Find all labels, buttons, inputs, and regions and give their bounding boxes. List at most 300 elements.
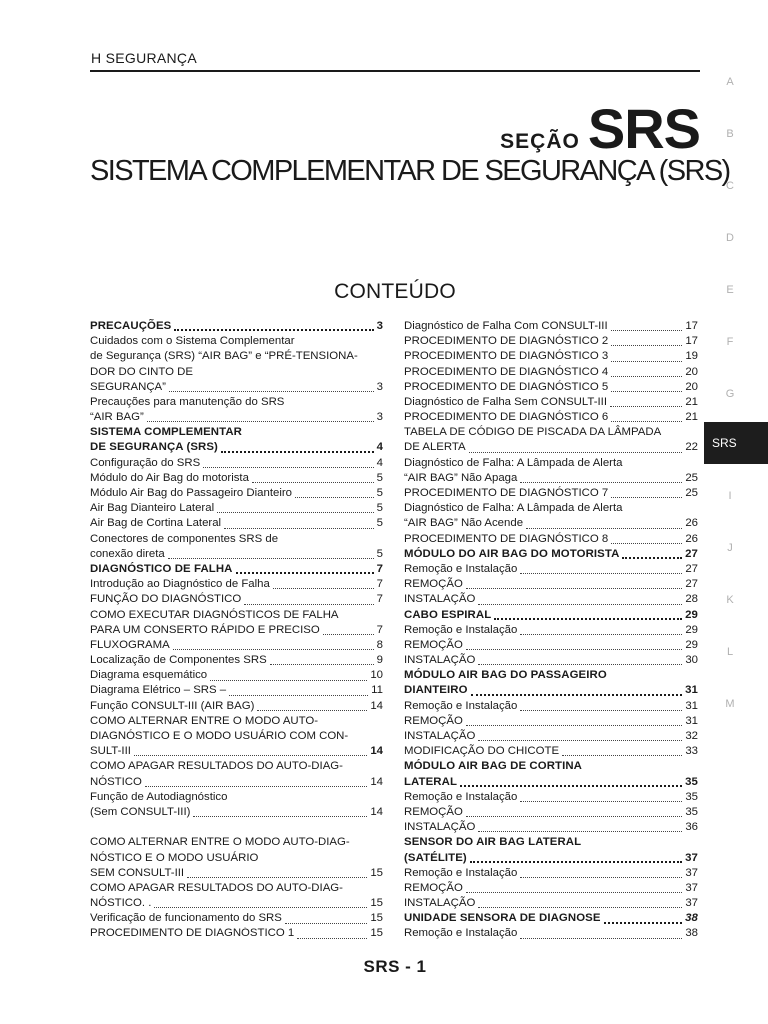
toc-entry-title: INSTALAÇÃO <box>404 897 476 910</box>
toc-entry-page: 31 <box>685 684 698 697</box>
toc-entry[interactable] <box>90 532 383 547</box>
toc-entry[interactable] <box>404 623 698 638</box>
toc-entry-page: 14 <box>370 745 383 758</box>
toc-entry[interactable] <box>404 699 698 714</box>
toc-entry[interactable] <box>90 927 383 942</box>
toc-entry[interactable] <box>404 395 698 410</box>
section-index-letter-m[interactable]: M <box>725 698 735 710</box>
toc-entry-page: 29 <box>685 623 698 636</box>
toc-entry-title: Diagnóstico de Falha Sem CONSULT-III <box>404 395 608 408</box>
toc-entry[interactable] <box>404 319 698 334</box>
toc-entry[interactable] <box>90 851 383 866</box>
toc-entry-title: SEGURANÇA” <box>90 380 166 393</box>
toc-entry-page: 37 <box>685 851 698 864</box>
toc-entry-title: NÓSTICO E O MODO USUÁRIO <box>90 851 259 864</box>
toc-entry-page: 17 <box>685 319 698 332</box>
toc-entry-title: “AIR BAG” Não Apaga <box>404 471 518 484</box>
toc-entry-page: 11 <box>371 684 383 697</box>
toc-leader-dots <box>193 816 367 817</box>
toc-leader-dots <box>252 482 374 483</box>
toc-entry[interactable] <box>404 501 698 516</box>
toc-leader-dots <box>520 938 682 939</box>
toc-entry[interactable] <box>404 684 698 699</box>
toc-entry-page: 29 <box>685 608 698 621</box>
toc-entry[interactable] <box>404 441 698 456</box>
toc-leader-dots <box>478 604 682 605</box>
toc-entry[interactable] <box>90 835 383 850</box>
toc-entry-title: SULT-III <box>90 745 131 758</box>
toc-entry-title: DIANTEIRO <box>404 684 468 697</box>
toc-entry-page: 3 <box>376 319 383 332</box>
toc-entry-title: DOR DO CINTO DE <box>90 365 193 378</box>
toc-entry-title: Remoção e Instalação <box>404 623 518 636</box>
toc-leader-dots <box>295 497 374 498</box>
toc-entry-page: 10 <box>370 669 383 682</box>
section-index-letter-a[interactable]: A <box>726 76 734 88</box>
toc-entry-page: 33 <box>685 745 698 758</box>
toc-leader-dots <box>217 512 374 513</box>
toc-entry[interactable] <box>90 471 383 486</box>
toc-leader-dots <box>604 922 683 924</box>
toc-entry-page: 14 <box>370 699 383 712</box>
toc-entry-page: 7 <box>376 593 383 606</box>
toc-leader-dots <box>169 391 374 392</box>
toc-leader-dots <box>285 923 367 924</box>
toc-entry-page: 14 <box>370 805 383 818</box>
toc-entry-title: DE ALERTA <box>404 441 466 454</box>
toc-entry-page: 37 <box>685 881 698 894</box>
toc-leader-dots <box>257 710 367 711</box>
section-index-active-tab[interactable]: SRS <box>704 422 768 464</box>
toc-entry-title: NÓSTICO <box>90 775 142 788</box>
toc-leader-dots <box>273 588 374 589</box>
toc-leader-dots <box>460 785 682 787</box>
toc-left-column <box>90 319 383 942</box>
toc-entry[interactable] <box>90 744 383 759</box>
toc-entry[interactable] <box>404 820 698 835</box>
page-title: SISTEMA COMPLEMENTAR DE SEGURANÇA (SRS) <box>90 155 730 187</box>
toc-entry-page: 14 <box>370 775 383 788</box>
toc-entry[interactable] <box>404 380 698 395</box>
toc-entry[interactable] <box>404 577 698 592</box>
toc-leader-dots <box>134 755 367 756</box>
toc-entry-title: Diagnóstico de Falha Com CONSULT-III <box>404 319 608 332</box>
toc-entry-page: 9 <box>376 654 383 667</box>
toc-entry[interactable] <box>404 805 698 820</box>
toc-entry-title: PROCEDIMENTO DE DIAGNÓSTICO 4 <box>404 365 609 378</box>
toc-entry-title: Remoção e Instalação <box>404 699 518 712</box>
toc-entry-page: 38 <box>685 912 698 925</box>
section-title <box>500 99 700 159</box>
toc-entry[interactable] <box>404 911 698 926</box>
toc-leader-dots <box>224 528 374 529</box>
toc-entry-page: 35 <box>685 805 698 818</box>
toc-entry-title: COMO ALTERNAR ENTRE O MODO AUTO- <box>90 714 319 727</box>
page-number: SRS - 1 <box>363 957 427 976</box>
toc-entry[interactable] <box>404 608 698 623</box>
toc-entry-page: 32 <box>685 730 698 743</box>
toc-entry-title: PROCEDIMENTO DE DIAGNÓSTICO 7 <box>404 487 609 500</box>
toc-entry[interactable] <box>404 486 698 501</box>
toc-entry[interactable] <box>90 425 383 440</box>
toc-entry-title: REMOÇÃO <box>404 714 463 727</box>
toc-entry-page: 7 <box>376 623 383 636</box>
toc-entry[interactable] <box>90 395 383 410</box>
toc-entry-page: 38 <box>685 927 698 940</box>
toc-entry-page: 35 <box>685 775 698 788</box>
toc-entry-page: 30 <box>685 654 698 667</box>
toc-entry-page: 15 <box>370 927 383 940</box>
toc-entry[interactable] <box>404 896 698 911</box>
toc-leader-dots <box>145 786 367 787</box>
toc-entry-title: COMO ALTERNAR ENTRE O MODO AUTO-DIAG- <box>90 836 350 849</box>
toc-leader-dots <box>611 421 682 422</box>
toc-leader-dots <box>520 573 682 574</box>
toc-entry-title: PROCEDIMENTO DE DIAGNÓSTICO 5 <box>404 380 609 393</box>
toc-leader-dots <box>526 528 682 529</box>
toc-leader-dots <box>478 831 682 832</box>
section-index-letter-c[interactable]: C <box>726 180 734 192</box>
toc-entry-title: Remoção e Instalação <box>404 927 518 940</box>
toc-entry-page: 25 <box>685 471 698 484</box>
toc-entry[interactable] <box>404 638 698 653</box>
toc-entry-page: 27 <box>685 547 698 560</box>
toc-entry[interactable] <box>90 349 383 364</box>
toc-entry-title: PROCEDIMENTO DE DIAGNÓSTICO 3 <box>404 350 609 363</box>
toc-entry[interactable] <box>90 775 383 790</box>
section-index-letter-k[interactable]: K <box>726 594 734 606</box>
toc-leader-dots <box>611 376 682 377</box>
toc-entry[interactable] <box>90 592 383 607</box>
toc-entry[interactable] <box>90 547 383 562</box>
toc-entry-title: “AIR BAG” Não Acende <box>404 517 524 530</box>
toc-entry-page: 28 <box>685 593 698 606</box>
toc-entry-title: Configuração do SRS <box>90 456 201 469</box>
toc-entry[interactable] <box>90 729 383 744</box>
toc-entry-title: Módulo do Air Bag do motorista <box>90 471 249 484</box>
section-index-letter-i[interactable]: I <box>728 490 732 502</box>
toc-entry-title: FLUXOGRAMA <box>90 638 170 651</box>
secao-code: SRS <box>587 97 700 160</box>
section-index-letter-e[interactable]: E <box>726 284 734 296</box>
toc-leader-dots <box>210 680 367 681</box>
toc-entry-title: Cuidados com o Sistema Complementar <box>90 335 295 348</box>
toc-entry-page: 26 <box>685 532 698 545</box>
toc-entry[interactable] <box>404 927 698 942</box>
toc-entry[interactable] <box>404 714 698 729</box>
toc-entry-title: MODIFICAÇÃO DO CHICOTE <box>404 745 560 758</box>
toc-entry[interactable] <box>90 668 383 683</box>
section-index-letter-b[interactable]: B <box>726 128 734 140</box>
toc-entry[interactable] <box>90 896 383 911</box>
toc-leader-dots <box>469 452 683 453</box>
toc-entry[interactable] <box>90 790 383 805</box>
toc-entry-title: PROCEDIMENTO DE DIAGNÓSTICO 8 <box>404 532 609 545</box>
section-index-letter-f[interactable]: F <box>726 336 734 348</box>
toc-leader-dots <box>466 588 682 589</box>
toc-entry-page: 17 <box>685 335 698 348</box>
toc-entry-page: 19 <box>685 350 698 363</box>
toc-entry-page: 37 <box>685 897 698 910</box>
secao-word: SEÇÃO <box>500 130 580 153</box>
toc-entry-page: 21 <box>685 411 698 424</box>
toc-entry[interactable] <box>404 653 698 668</box>
toc-entry-title: PROCEDIMENTO DE DIAGNÓSTICO 6 <box>404 411 609 424</box>
toc-entry-title: Remoção e Instalação <box>404 866 518 879</box>
toc-leader-dots <box>478 907 682 908</box>
section-index-letter-l[interactable]: L <box>726 646 734 658</box>
toc-entry-page: 37 <box>685 866 698 879</box>
toc-leader-dots <box>466 892 682 893</box>
toc-entry[interactable] <box>90 562 383 577</box>
toc-leader-dots <box>297 938 367 939</box>
toc-entry-page: 3 <box>376 411 383 424</box>
toc-leader-dots <box>611 361 682 362</box>
toc-entry[interactable] <box>90 365 383 380</box>
toc-entry-page: 29 <box>685 638 698 651</box>
toc-leader-dots <box>187 877 367 878</box>
toc-entry[interactable] <box>90 380 383 395</box>
toc-entry-title: de Segurança (SRS) “AIR BAG” e “PRÉ-TENSIONA- <box>90 350 358 363</box>
toc-entry-title: SENSOR DO AIR BAG LATERAL <box>404 836 582 849</box>
toc-entry[interactable] <box>90 334 383 349</box>
toc-entry[interactable] <box>90 319 383 334</box>
toc-leader-dots <box>173 649 374 650</box>
toc-entry[interactable] <box>404 365 698 380</box>
toc-entry-page: 20 <box>685 380 698 393</box>
toc-entry-title: LATERAL <box>404 775 458 788</box>
toc-entry-page: 4 <box>376 441 383 454</box>
toc-entry-page: 7 <box>376 562 383 575</box>
toc-entry[interactable] <box>90 501 383 516</box>
toc-leader-dots <box>466 816 682 817</box>
contents-heading: CONTEÚDO <box>334 280 456 303</box>
toc-entry-page: 22 <box>685 441 698 454</box>
toc-entry[interactable] <box>404 456 698 471</box>
toc-entry[interactable] <box>404 790 698 805</box>
toc-entry-page: 3 <box>376 380 383 393</box>
toc-leader-dots <box>520 877 682 878</box>
toc-leader-dots <box>478 664 682 665</box>
toc-entry-page: 8 <box>376 638 383 651</box>
toc-entry[interactable] <box>404 881 698 896</box>
toc-entry-page: 31 <box>685 699 698 712</box>
toc-entry-title: INSTALAÇÃO <box>404 593 476 606</box>
toc-entry-page: 31 <box>685 714 698 727</box>
toc-entry-page: 5 <box>376 471 383 484</box>
toc-leader-dots <box>466 649 682 650</box>
toc-entry-title: Air Bag de Cortina Lateral <box>90 517 222 530</box>
toc-leader-dots <box>520 634 682 635</box>
toc-leader-dots <box>611 497 682 498</box>
toc-leader-dots <box>244 604 373 605</box>
toc-entry-title: Diagrama esquemático <box>90 669 208 682</box>
toc-entry-title: COMO EXECUTAR DIAGNÓSTICOS DE FALHA <box>90 608 339 621</box>
toc-entry-page: 7 <box>376 578 383 591</box>
toc-leader-dots <box>147 421 374 422</box>
toc-entry-title: INSTALAÇÃO <box>404 730 476 743</box>
toc-entry-page: 5 <box>376 487 383 500</box>
toc-entry-title: COMO APAGAR RESULTADOS DO AUTO-DIAG- <box>90 760 343 773</box>
toc-entry[interactable] <box>404 668 698 683</box>
toc-entry[interactable] <box>90 456 383 471</box>
toc-entry[interactable] <box>90 881 383 896</box>
toc-entry-title: INSTALAÇÃO <box>404 821 476 834</box>
toc-entry-title: Air Bag Dianteiro Lateral <box>90 502 215 515</box>
toc-entry-page: 27 <box>685 562 698 575</box>
toc-entry-title: TABELA DE CÓDIGO DE PISCADA DA LÂMPADA <box>404 426 662 439</box>
toc-entry-page: 15 <box>370 912 383 925</box>
toc-entry-title: REMOÇÃO <box>404 805 463 818</box>
section-index-letter-g[interactable]: G <box>725 388 735 400</box>
toc-entry-title: conexão direta <box>90 547 165 560</box>
toc-entry-title: UNIDADE SENSORA DE DIAGNOSE <box>404 912 601 925</box>
toc-leader-dots <box>520 482 682 483</box>
toc-entry[interactable] <box>404 744 698 759</box>
toc-leader-dots <box>611 345 682 346</box>
toc-leader-dots <box>520 710 682 711</box>
toc-entry[interactable] <box>404 851 698 866</box>
toc-entry[interactable] <box>404 866 698 881</box>
toc-leader-dots <box>562 755 682 756</box>
toc-entry[interactable] <box>90 699 383 714</box>
toc-entry[interactable] <box>404 759 698 774</box>
toc-entry[interactable] <box>404 532 698 547</box>
toc-entry-title: Introdução ao Diagnóstico de Falha <box>90 578 270 591</box>
toc-entry-title: Diagnóstico de Falha: A Lâmpada de Alerta <box>404 456 623 469</box>
toc-entry-title: Função CONSULT-III (AIR BAG) <box>90 699 255 712</box>
toc-entry-page: 35 <box>685 790 698 803</box>
toc-entry-title: NÓSTICO. . <box>90 897 152 910</box>
toc-entry-page: 36 <box>685 821 698 834</box>
toc-entry[interactable] <box>90 911 383 926</box>
toc-entry-title: Módulo Air Bag do Passageiro Dianteiro <box>90 487 292 500</box>
toc-entry-page: 4 <box>376 456 383 469</box>
toc-entry[interactable] <box>404 425 698 440</box>
toc-entry-title: DE SEGURANÇA (SRS) <box>90 441 218 454</box>
toc-leader-dots <box>323 634 374 635</box>
header-section-label: H SEGURANÇA <box>91 50 197 66</box>
toc-entry-title: FUNÇÃO DO DIAGNÓSTICO <box>90 593 242 606</box>
toc-entry[interactable] <box>404 592 698 607</box>
toc-entry-title: REMOÇÃO <box>404 638 463 651</box>
section-index-letter-d[interactable]: D <box>726 232 734 244</box>
toc-entry[interactable] <box>90 866 383 881</box>
toc-entry[interactable] <box>90 714 383 729</box>
toc-entry-title: Localização de Componentes SRS <box>90 654 267 667</box>
toc-entry-title: PRECAUÇÕES <box>90 319 172 332</box>
section-index-sidebar <box>702 0 768 760</box>
toc-leader-dots <box>611 391 682 392</box>
toc-entry[interactable] <box>404 471 698 486</box>
toc-entry-title: REMOÇÃO <box>404 881 463 894</box>
toc-spacer <box>90 820 383 835</box>
toc-entry-page: 21 <box>685 395 698 408</box>
toc-entry[interactable] <box>90 653 383 668</box>
toc-entry-title: Precauções para manutenção do SRS <box>90 395 285 408</box>
toc-entry-title: PARA UM CONSERTO RÁPIDO E PRECISO <box>90 623 320 636</box>
toc-right-column <box>404 319 698 942</box>
toc-entry[interactable] <box>404 334 698 349</box>
toc-entry-page: 27 <box>685 578 698 591</box>
toc-entry-title: Diagnóstico de Falha: A Lâmpada de Alerta <box>404 502 623 515</box>
header-rule <box>90 70 700 72</box>
toc-entry[interactable] <box>90 638 383 653</box>
toc-entry[interactable] <box>404 835 698 850</box>
toc-entry[interactable] <box>90 577 383 592</box>
toc-leader-dots <box>466 725 682 726</box>
toc-entry[interactable] <box>90 486 383 501</box>
toc-entry[interactable] <box>90 684 383 699</box>
toc-leader-dots <box>270 664 374 665</box>
toc-entry-page: 20 <box>685 365 698 378</box>
toc-leader-dots <box>610 406 682 407</box>
toc-leader-dots <box>174 329 373 331</box>
toc-entry[interactable] <box>90 759 383 774</box>
toc-entry-page: 26 <box>685 517 698 530</box>
toc-entry[interactable] <box>404 547 698 562</box>
toc-entry-title: Diagrama Elétrico – SRS – <box>90 684 227 697</box>
toc-entry[interactable] <box>404 729 698 744</box>
toc-entry-title: Verificação de funcionamento do SRS <box>90 912 282 925</box>
toc-entry-page: 5 <box>376 502 383 515</box>
toc-entry[interactable] <box>90 441 383 456</box>
toc-entry-title: PROCEDIMENTO DE DIAGNÓSTICO 2 <box>404 335 609 348</box>
toc-entry-title: CABO ESPIRAL <box>404 608 492 621</box>
toc-entry[interactable] <box>90 805 383 820</box>
toc-entry[interactable] <box>404 775 698 790</box>
toc-leader-dots <box>622 557 682 559</box>
toc-leader-dots <box>236 572 374 574</box>
section-index-letter-j[interactable]: J <box>727 542 733 554</box>
toc-entry-page: 15 <box>370 897 383 910</box>
toc-leader-dots <box>470 861 682 863</box>
toc-entry-title: (Sem CONSULT-III) <box>90 805 191 818</box>
toc-entry-title: COMO APAGAR RESULTADOS DO AUTO-DIAG- <box>90 881 343 894</box>
toc-entry[interactable] <box>90 623 383 638</box>
toc-entry[interactable] <box>90 516 383 531</box>
toc-leader-dots <box>494 618 682 620</box>
toc-entry-title: SISTEMA COMPLEMENTAR <box>90 426 242 439</box>
toc-entry-title: Conectores de componentes SRS de <box>90 532 279 545</box>
toc-entry[interactable] <box>90 608 383 623</box>
toc-entry-title: DIAGNÓSTICO DE FALHA <box>90 562 233 575</box>
toc-leader-dots <box>611 330 683 331</box>
toc-leader-dots <box>168 558 374 559</box>
toc-entry-title: MÓDULO AIR BAG DO PASSAGEIRO <box>404 669 607 682</box>
toc-entry[interactable] <box>404 562 698 577</box>
toc-entry[interactable] <box>404 349 698 364</box>
toc-entry[interactable] <box>90 410 383 425</box>
toc-entry-page: 15 <box>370 866 383 879</box>
toc-leader-dots <box>229 695 368 696</box>
toc-entry-title: Remoção e Instalação <box>404 790 518 803</box>
toc-entry[interactable] <box>404 516 698 531</box>
toc-entry-title: “AIR BAG” <box>90 411 144 424</box>
toc-entry-page: 25 <box>685 487 698 500</box>
toc-entry-title: PROCEDIMENTO DE DIAGNÓSTICO 1 <box>90 927 295 940</box>
toc-entry-title: DIAGNÓSTICO E O MODO USUÁRIO COM CON- <box>90 730 349 743</box>
toc-entry-title: MÓDULO DO AIR BAG DO MOTORISTA <box>404 547 620 560</box>
toc-entry[interactable] <box>404 410 698 425</box>
toc-entry-page: 5 <box>376 517 383 530</box>
toc-entry-page: 5 <box>376 547 383 560</box>
toc-leader-dots <box>611 543 682 544</box>
toc-leader-dots <box>203 467 373 468</box>
toc-entry-title: Função de Autodiagnóstico <box>90 790 228 803</box>
toc-leader-dots <box>478 740 682 741</box>
toc-leader-dots <box>471 694 683 696</box>
